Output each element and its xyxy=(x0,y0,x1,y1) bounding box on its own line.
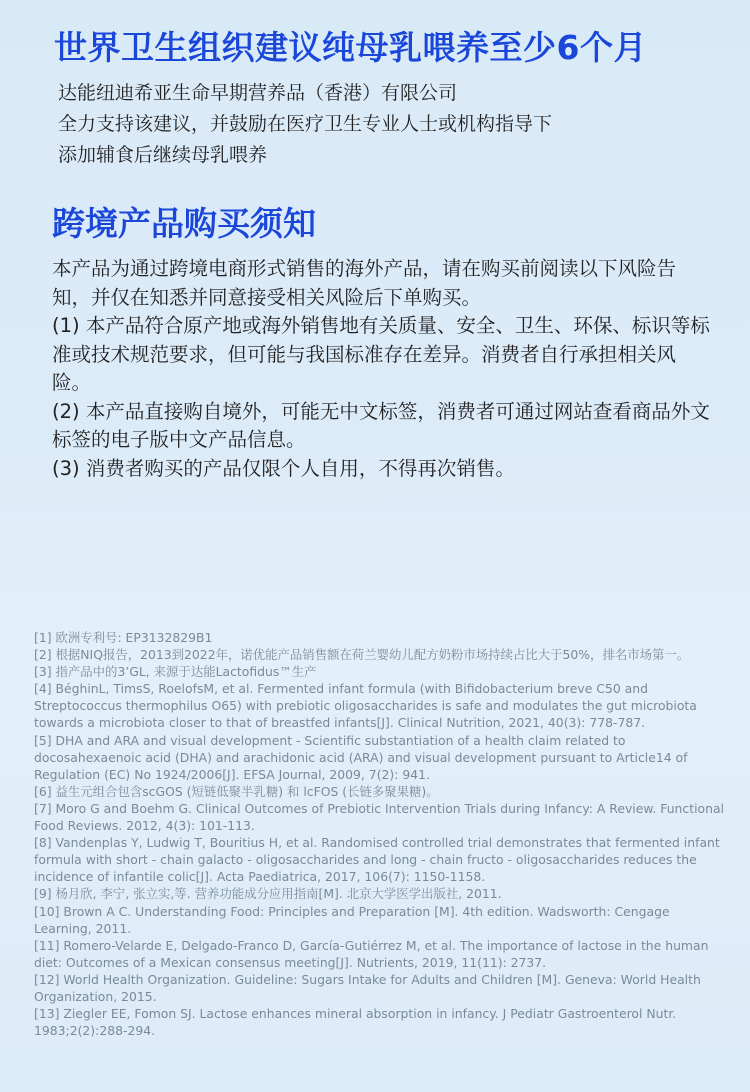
intro-line: 添加辅食后继续母乳喂养 xyxy=(58,144,268,166)
notice-paragraph: (3) 消费者购买的产品仅限个人自用，不得再次销售。 xyxy=(52,456,515,480)
intro-line: 达能纽迪希亚生命早期营养品（香港）有限公司 xyxy=(58,82,458,104)
references-list xyxy=(34,629,724,1039)
reference-item: [8] Vandenplas Y, Ludwig T, Bouritius H, et al. Randomised controlled trial demonstrates that fermented infant formula with short - chain galacto - oligosaccharides and long - chain fructo - oligosaccharides reduces the incidence of infantile colic[J]. Acta Paediatrica, 2017, 106(7): 1150-1158. xyxy=(34,835,720,885)
notice-paragraph: 本产品为通过跨境电商形式销售的海外产品，请在购买前阅读以下风险告知，并仅在知悉并同意接受相关风险后下单购买。 xyxy=(52,257,677,309)
reference-item: [12] World Health Organization. Guideline: Sugars Intake for Adults and Children [M]. Geneva: World Health Organization, 2015. xyxy=(34,971,701,1004)
reference-item: [7] Moro G and Boehm G. Clinical Outcomes of Prebiotic Intervention Trials during Infancy: A Review. Functional Food Reviews. 2012, 4(3): 101-113. xyxy=(34,800,724,834)
reference-item: [13] Ziegler EE, Fomon SJ. Lactose enhances mineral absorption in infancy. J Pediatr Gastroenterol Nutr. 1983;2(2):288-294. xyxy=(34,1006,677,1039)
reference-item: [5] DHA and ARA and visual development - Scientific substantiation of a health claim related to docosahexaenoic acid (DHA) and arachidonic acid (ARA) and visual development pursuant to Article14 of Regulation (EC) No 1924/2006[J]. EFSA Journal, 2009, 7(2): 941. xyxy=(34,732,688,782)
reference-item: [4] BéghinL, TimsS, RoelofsM, et al. Fermented infant formula (with Bifidobacterium breve C50 and Streptococcus thermophilus O65) with prebiotic oligosaccharides is safe and modulates the gut microbiota towards a microbiota closer to that of breastfed infants[J]. Clinical Nutrition, 2021, 40(3): 778-787. xyxy=(34,681,697,731)
reference-item: [6] 益生元组合包含scGOS (短链低聚半乳糖) 和 lcFOS (长链多聚果糖)。 xyxy=(34,783,439,799)
notice-paragraph: (1) 本产品符合原产地或海外销售地有关质量、安全、卫生、环保、标识等标准或技术规范要求，但可能与我国标准存在差异。消费者自行承担相关风险。 xyxy=(52,314,710,394)
notice-title: 跨境产品购买须知 xyxy=(52,204,316,243)
reference-item: [9] 杨月欣, 李宁, 张立实,等. 营养功能成分应用指南[M]. 北京大学医学出版社, 2011. xyxy=(34,886,502,902)
reference-item: [10] Brown A C. Understanding Food: Principles and Preparation [M]. 4th edition. Wadsworth: Cengage Learning, 2011. xyxy=(34,903,670,936)
intro-text xyxy=(58,78,718,171)
reference-item: [11] Romero-Velarde E, Delgado-Franco D, García-Gutiérrez M, et al. The importance of lactose in the human diet: Outcomes of a Mexican consensus meeting[J]. Nutrients, 2019, 11(11): 2737. xyxy=(34,937,709,970)
notice-body xyxy=(52,255,712,483)
reference-item: [1] 欧洲专利号: EP3132829B1 xyxy=(34,630,213,645)
intro-line: 全力支持该建议，并鼓励在医疗卫生专业人士或机构指导下 xyxy=(58,113,553,135)
headline: 世界卫生组织建议纯母乳喂养至少6个月 xyxy=(54,28,647,67)
reference-item: [3] 指产品中的3’GL, 来源于达能Lactofidus™生产 xyxy=(34,664,317,680)
reference-item: [2] 根据NIQ报告，2013到2022年，诺优能产品销售额在荷兰婴幼儿配方奶粉市场持续占比大于50%，排名市场第一。 xyxy=(34,647,690,663)
notice-paragraph: (2) 本产品直接购自境外，可能无中文标签，消费者可通过网站查看商品外文标签的电子版中文产品信息。 xyxy=(52,399,710,451)
